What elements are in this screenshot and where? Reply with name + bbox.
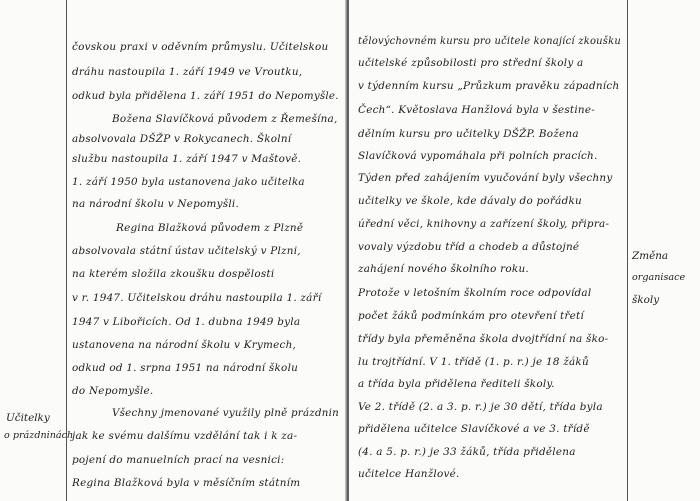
right-line: Ve 2. třídě (2. a 3. p. r.) je 30 dětí, třída byla: [358, 401, 603, 413]
left-line: jak ke svému dalšímu vzdělání tak i k za-: [72, 430, 298, 442]
left-line: odkud byla přidělena 1. září 1951 do Nepomyšle.: [72, 90, 339, 102]
right-line: třídy byla přeměněna škola dvojtřídní na ško-: [358, 333, 609, 345]
right-line: v týdenním kursu „Průzkum pravěku západních: [358, 80, 620, 92]
left-line: ustanovena na národní školu v Krymech,: [72, 339, 297, 351]
right-line: lu trojtřídní. V 1. třídě (1. p. r.) je 18 žáků: [358, 356, 589, 368]
left-line: službu nastoupila 1. září 1947 v Maštově.: [72, 153, 302, 165]
right-page: [349, 0, 700, 501]
left-line: na kterém složila zkoušku dospělosti: [72, 268, 275, 280]
left-line: na národní školu v Nepomyšli.: [72, 198, 240, 210]
left-line: Všechny jmenované využily plně prázdnin: [112, 407, 339, 419]
left-line: Regina Blažková byla v měsíčním státním: [72, 477, 301, 489]
right-margin-note: školy: [632, 294, 660, 306]
right-line: přidělena učitelce Slavíčkové a ve 3. třídě: [358, 423, 590, 435]
right-line: Týden před zahájením vyučování byly všechny: [358, 172, 613, 184]
left-line: čovskou praxi v oděvním průmyslu. Učitelskou: [72, 41, 329, 53]
left-margin-note: o prázdninách: [4, 430, 74, 441]
right-line: zahájení nového školního roku.: [358, 263, 529, 275]
right-line: (4. a 5. p. r.) je 33 žáků, třída přidělena: [358, 446, 576, 458]
left-line: dráhu nastoupila 1. září 1949 ve Vroutku,: [72, 66, 303, 78]
right-line: Slavíčková vypomáhala při polních pracích.: [358, 150, 598, 162]
right-line: a třída byla přidělena řediteli školy.: [358, 378, 555, 390]
left-line: Regina Blažková původem z Plzně: [116, 222, 304, 234]
left-margin-note: Učitelky: [6, 412, 50, 424]
left-line: do Nepomyšle.: [72, 385, 154, 397]
left-line: 1947 v Libořicích. Od 1. dubna 1949 byla: [72, 316, 301, 328]
left-page: [0, 0, 348, 501]
right-line: dělním kursu pro učitelky DŠŽP. Božena: [358, 128, 579, 140]
left-line: absolvovala DŠŽP v Rokycanech. Školní: [72, 133, 292, 145]
left-line: pojení do manuelních prací na vesnici:: [72, 454, 285, 466]
left-line: v r. 1947. Učitelskou dráhu nastoupila 1. září: [72, 292, 322, 304]
right-margin-rule: [627, 0, 628, 501]
left-line: absolvovala státní ústav učitelský v Plzni,: [72, 245, 301, 257]
right-line: tělovýchovném kursu pro učitele konající zkoušku: [358, 35, 622, 47]
right-line: učitelce Hanžlové.: [358, 468, 460, 480]
right-line: Protože v letošním školním roce odpovídal: [358, 287, 592, 299]
right-line: počet žáků podmínkám pro otevření třetí: [358, 310, 584, 322]
right-margin-note: Změna: [632, 250, 669, 262]
right-line: učitelky ve škole, kde dávaly do pořádku: [358, 195, 582, 207]
right-line: učitelské způsobilosti pro střední školy a: [358, 57, 584, 69]
left-line: odkud od 1. srpna 1951 na národní školu: [72, 362, 299, 374]
left-line: 1. září 1950 byla ustanovena jako učitelka: [72, 176, 305, 188]
right-line: vovaly výzdobu tříd a chodeb a důstojné: [358, 241, 580, 253]
left-line: Božena Slavíčková původem z Řemešína,: [112, 113, 338, 125]
right-line: úřední věci, knihovny a zařízení školy, připra-: [358, 218, 610, 230]
right-line: Čech“. Květoslava Hanžlová byla v šestine-: [358, 104, 596, 116]
right-margin-note: organisace: [632, 272, 686, 283]
left-margin-rule: [66, 0, 67, 501]
